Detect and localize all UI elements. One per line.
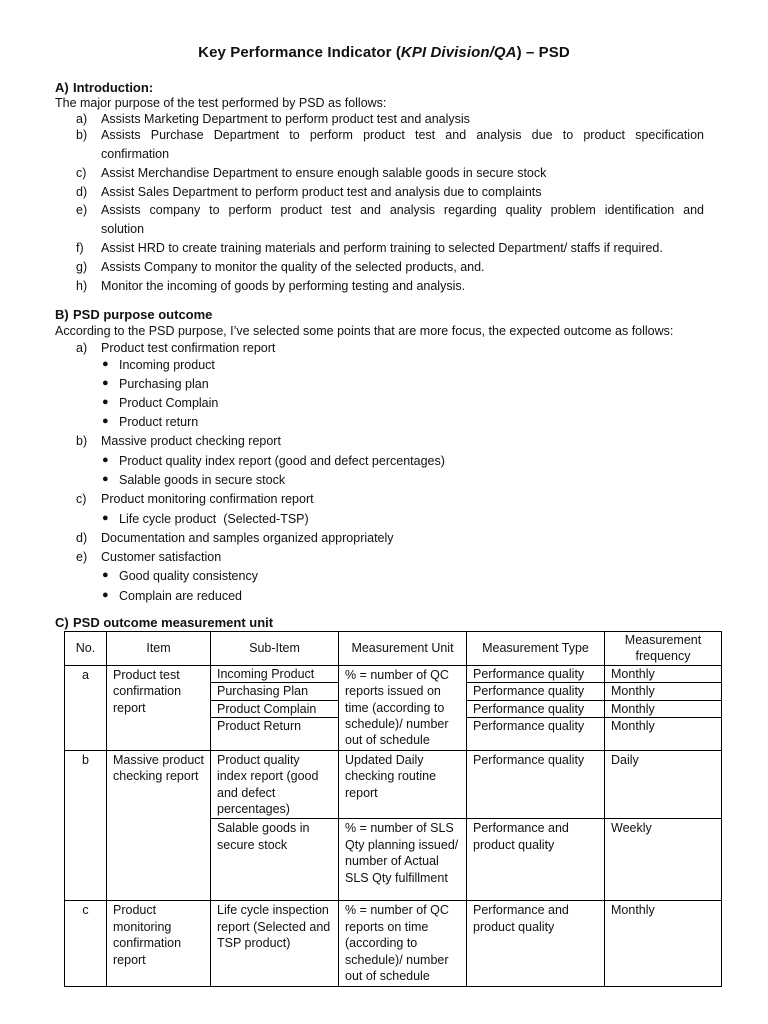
bullet-icon: ● <box>102 512 109 524</box>
row-unit: % = number of QC reports on time (according to schedule)/ number out of schedule <box>339 901 467 986</box>
document-title <box>0 44 768 61</box>
header-measurement-unit: Measurement Unit <box>339 632 467 666</box>
title-italic: KPI Division/QA <box>400 44 517 61</box>
bullet-icon: ● <box>102 569 109 581</box>
bullet-text: Product Complain <box>119 396 219 410</box>
row-no: b <box>65 750 107 901</box>
section-a-intro: The major purpose of the test performed by PSD as follows: <box>55 96 387 110</box>
section-b-heading <box>55 307 212 322</box>
row-item: Massive product checking report <box>107 750 211 901</box>
list-text: Assist HRD to create training materials and perform training to selected Department/ staffs if required. <box>101 241 663 255</box>
measurement-type: Performance quality <box>467 666 604 683</box>
bullet-icon: ● <box>102 358 109 370</box>
row-frequency: Daily <box>605 750 722 819</box>
header-measurement-frequency: Measurement frequency <box>605 632 722 666</box>
list-letter: h) <box>76 279 88 293</box>
measurement-type: Performance quality <box>467 683 604 700</box>
bullet-icon: ● <box>102 473 109 485</box>
title-suffix: ) – PSD <box>516 44 570 61</box>
row-no: c <box>65 901 107 986</box>
list-letter: b) <box>76 434 88 448</box>
header-measurement-type: Measurement Type <box>467 632 605 666</box>
sub-item: Product Return <box>217 718 302 733</box>
list-letter: e) <box>76 203 88 217</box>
list-text: Assist Sales Department to perform product test and analysis due to complaints <box>101 185 542 199</box>
row-unit: % = number of SLS Qty planning issued/ number of Actual SLS Qty fulfillment <box>339 819 467 901</box>
list-letter: f) <box>76 241 84 255</box>
bullet-text: Life cycle product (Selected-TSP) <box>119 512 309 526</box>
section-b-intro: According to the PSD purpose, I’ve selected some points that are more focus, the expected outcome as follows: <box>55 324 674 338</box>
row-sub-item: Life cycle inspection report (Selected and TSP product) <box>211 901 339 986</box>
list-letter: g) <box>76 260 88 274</box>
row-sub-items <box>211 665 339 750</box>
list-letter: b) <box>76 128 88 142</box>
list-letter: a) <box>76 341 88 355</box>
section-a-letter: A) <box>55 80 69 95</box>
table-row <box>65 901 722 986</box>
list-letter: e) <box>76 550 88 564</box>
list-text: Assist Merchandise Department to ensure enough salable goods in secure stock <box>101 166 547 180</box>
measurement-frequency: Monthly <box>605 701 721 718</box>
list-letter: d) <box>76 531 88 545</box>
row-unit: Updated Daily checking routine report <box>339 750 467 819</box>
bullet-icon: ● <box>102 377 109 389</box>
list-letter: c) <box>76 492 87 506</box>
section-c-heading <box>55 615 273 630</box>
bullet-text: Product quality index report (good and defect percentages) <box>119 454 445 468</box>
row-no: a <box>65 665 107 750</box>
row-frequency: Monthly <box>605 901 722 986</box>
measurement-type: Performance quality <box>473 718 585 733</box>
row-item: Product monitoring confirmation report <box>107 901 211 986</box>
row-type: Performance and product quality <box>467 901 605 986</box>
list-letter: c) <box>76 166 87 180</box>
header-sub-item: Sub-Item <box>211 632 339 666</box>
row-type: Performance quality <box>467 750 605 819</box>
bullet-text: Purchasing plan <box>119 377 209 391</box>
sub-item: Incoming Product <box>211 666 338 683</box>
list-text: Assists Company to monitor the quality of the selected products, and. <box>101 260 485 274</box>
list-text: Assists company to perform product test and analysis regarding quality problem identification and <box>101 203 704 217</box>
outcome-text: Massive product checking report <box>101 434 281 448</box>
measurement-frequency: Monthly <box>605 666 721 683</box>
list-letter: a) <box>76 112 88 126</box>
bullet-text: Complain are reduced <box>119 589 242 603</box>
outcome-text: Documentation and samples organized appropriately <box>101 531 394 545</box>
row-types <box>467 665 605 750</box>
header-no: No. <box>65 632 107 666</box>
bullet-icon: ● <box>102 589 109 601</box>
measurement-table <box>64 631 722 987</box>
row-frequency: Weekly <box>605 819 722 901</box>
measurement-frequency: Monthly <box>611 718 655 733</box>
bullet-icon: ● <box>102 396 109 408</box>
outcome-text: Product monitoring confirmation report <box>101 492 314 506</box>
measurement-frequency: Monthly <box>605 683 721 700</box>
table-row <box>65 750 722 819</box>
section-a-heading <box>55 80 153 95</box>
list-text-continued: solution <box>101 222 145 236</box>
row-type: Performance and product quality <box>467 819 605 901</box>
bullet-text: Good quality consistency <box>119 569 258 583</box>
section-b-title: PSD purpose outcome <box>73 307 213 322</box>
table-row <box>65 665 722 750</box>
section-b-letter: B) <box>55 307 69 322</box>
section-c-title: PSD outcome measurement unit <box>73 615 274 630</box>
table-header-row <box>65 632 722 666</box>
section-c-letter: C) <box>55 615 69 630</box>
sub-item: Purchasing Plan <box>211 683 338 700</box>
list-text: Monitor the incoming of goods by performing testing and analysis. <box>101 279 466 293</box>
row-item: Product test confirmation report <box>107 665 211 750</box>
row-unit: % = number of QC reports issued on time (according to schedule)/ number out of schedule <box>339 665 467 750</box>
list-text-continued: confirmation <box>101 147 170 161</box>
outcome-text: Product test confirmation report <box>101 341 276 355</box>
title-prefix: Key Performance Indicator ( <box>198 44 401 61</box>
bullet-icon: ● <box>102 454 109 466</box>
header-item: Item <box>107 632 211 666</box>
row-sub-item: Salable goods in secure stock <box>211 819 339 901</box>
bullet-text: Salable goods in secure stock <box>119 473 286 487</box>
row-freqs <box>605 665 722 750</box>
sub-item: Product Complain <box>211 701 338 718</box>
list-letter: d) <box>76 185 88 199</box>
bullet-icon: ● <box>102 415 109 427</box>
list-text: Assists Purchase Department to perform product test and analysis due to product specification <box>101 128 704 142</box>
outcome-text: Customer satisfaction <box>101 550 222 564</box>
row-sub-item: Product quality index report (good and defect percentages) <box>211 750 339 819</box>
bullet-text: Incoming product <box>119 358 215 372</box>
list-text: Assists Marketing Department to perform product test and analysis <box>101 112 470 126</box>
bullet-text: Product return <box>119 415 199 429</box>
measurement-type: Performance quality <box>467 701 604 718</box>
section-a-title: Introduction: <box>73 80 154 95</box>
